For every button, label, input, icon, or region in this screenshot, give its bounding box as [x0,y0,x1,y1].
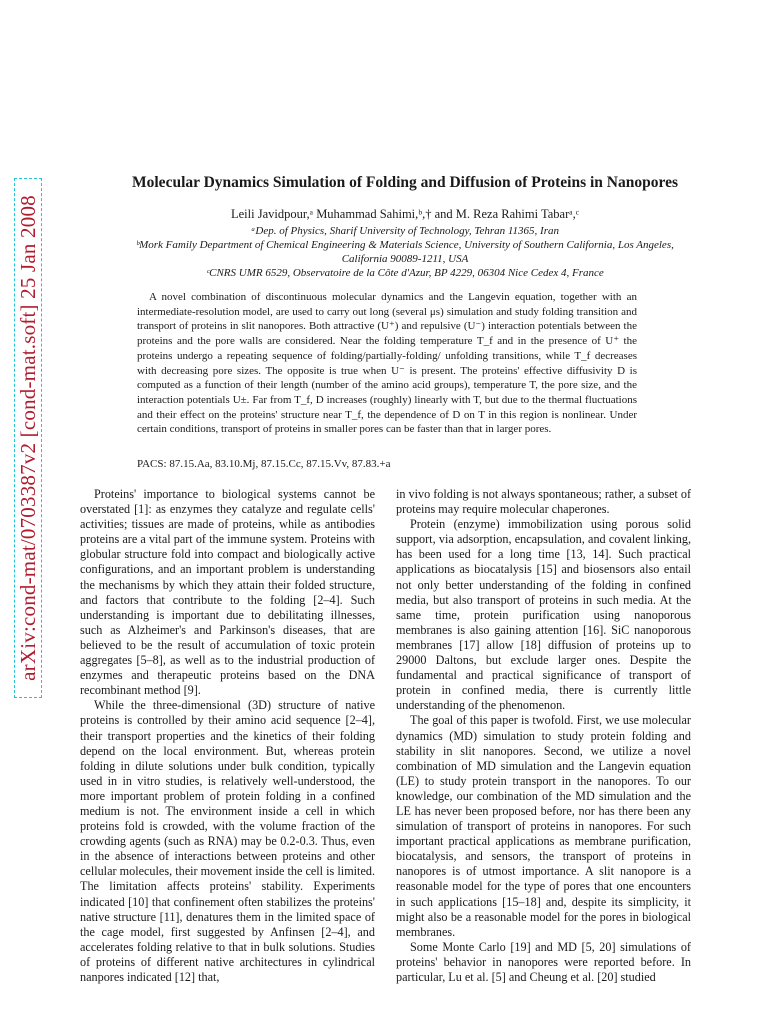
abstract: A novel combination of discontinuous molecular dynamics and the Langevin equation, together with an intermediate-resolution model, are used to carry out long (several μs) simulation and study folding transition and transport of proteins in slit nanopores. Both attractive (U⁺) and repulsive (U⁻) interaction potentials between the proteins and the pore walls are considered. Near the folding temperature T_f and in the presence of U⁺ the proteins undergo a repeating sequence of folding/partially-folding/ unfolding transitions, while T_f decreases with decreasing pore sizes. The opposite is true when U⁻ is present. The proteins' effective diffusivity D is computed as a function of their length (number of the amino acid groups), temperature T, the pore size, and the interaction potentials U±. Far from T_f, D increases (roughly) linearly with T, but due to the thermal fluctuations and their effect on the proteins' structure near T_f, the dependence of D on T in this region is nonlinear. Under certain conditions, transport of proteins in smaller pores can be faster than that in larger pores. [137,291,637,436]
affiliation-b-line1: ᵇMork Family Department of Chemical Engineering & Materials Science, University of Southern California, Los Angeles, [136,239,674,251]
paragraph: in vivo folding is not always spontaneous; rather, a subset of proteins may require molecular chaperones. [396,487,692,517]
paragraph: While the three-dimensional (3D) structure of native proteins is controlled by their amino acid sequence [2–4], their transport properties and the kinetics of their folding depend on the local environment. But, whereas protein folding in dilute solutions under bulk condition, typically used in in vitro studies, is relatively well-understood, the more important problem of protein folding in a confined medium is not. The environment inside a cell in which proteins fold is crowded, with the volume fraction of the crowding agents (such as RNA) may be 0.2-0.3. Thus, even in the absence of interactions between proteins and other cellular molecules, their movement inside the cell is limited. The limitation affects proteins' stability. Experiments indicated [10] that confinement often stabilizes the proteins' native structure [11], denatures them in the limited space of the cage model, first suggested by Anfinsen [2–4], and accelerates folding relative to that in bulk solutions. Studies of proteins of different native architectures in cylindrical nanpores indicated [12] that, [80,698,375,984]
paragraph: The goal of this paper is twofold. First, we use molecular dynamics (MD) simulation to study protein folding and stability in slit nanopores. Second, we utilize a novel combination of MD simulation and the Langevin equation (LE) to study protein transport in the nanopores. To our knowledge, our combination of the MD simulation and the LE has never been proposed before, nor has there been any simulation of transport of proteins in nanopores. For such important practical applications as membrane purification, biocatalysis, and sensors, the transport of proteins in nanopores is of utmost importance. A slit nanopore is a reasonable model for the type of pores that one encounters in such applications [15–18] and, despite its simplicity, it might also be a reasonable model for the pores in biological membranes. [396,713,691,939]
author-list: Leili Javidpour,ᵃ Muhammad Sahimi,ᵇ,† and M. Reza Rahimi Tabarᵃ,ᶜ [231,207,579,221]
paragraph: Some Monte Carlo [19] and MD [5, 20] simulations of proteins' behavior in nanopores were reported before. In particular, Lu et al. [5] and Cheung et al. [20] studied [396,939,691,984]
body-column-right [396,487,691,985]
paper-title: Molecular Dynamics Simulation of Folding and Diffusion of Proteins in Nanopores [132,174,678,191]
paragraph: Protein (enzyme) immobilization using porous solid support, via adsorption, encapsulation, and covalent linking, has been used for a long time [13, 14]. Such practical applications as biocatalysis [15] and biosensors also entail not only better understanding of the folding in confined media, but also transport of proteins in such media. At the same time, protein purification using nanoporous membranes is also gaining attention [16]. SiC nanoporous membranes [17] allow [18] diffusion of proteins up to 29000 Daltons, but exclude larger ones. Despite the fundamental and practical significance of transport of protein in confined media, there is currently little understanding of the phenomenon. [396,517,691,713]
body-column-left [80,487,375,985]
paragraph: Proteins' importance to biological systems cannot be overstated [1]: as enzymes they catalyze and regulate cells' activities; tissues are made of proteins, while as antibodies proteins are a vital part of the immune system. Proteins with globular structure fold into compact and biologically active configurations, and an important problem is understanding the mechanisms by which they attain their folded structure, and factors that contribute to the folding [2–4]. Such understanding is important due to debilitating illnesses, such as Alzheimer's and Parkinson's diseases, that are believed to be the result of accumulation of toxic protein aggregates [5–8], as well as to the industrial production of enzymes and therapeutic proteins based on the DNA recombinant method [9]. [80,487,375,698]
affiliation-b-line2: California 90089-1211, USA [341,253,469,265]
affiliation-c: ᶜCNRS UMR 6529, Observatoire de la Côte d'Azur, BP 4229, 06304 Nice Cedex 4, France [206,267,604,279]
pacs-codes: PACS: 87.15.Aa, 83.10.Mj, 87.15.Cc, 87.15.Vv, 87.83.+a [137,458,391,470]
affiliation-a: ᵃDep. of Physics, Sharif University of Technology, Tehran 11365, Iran [251,225,559,237]
arxiv-identifier: arXiv:cond-mat/0703387v2 [cond-mat.soft] 25 Jan 2008 [15,195,40,681]
